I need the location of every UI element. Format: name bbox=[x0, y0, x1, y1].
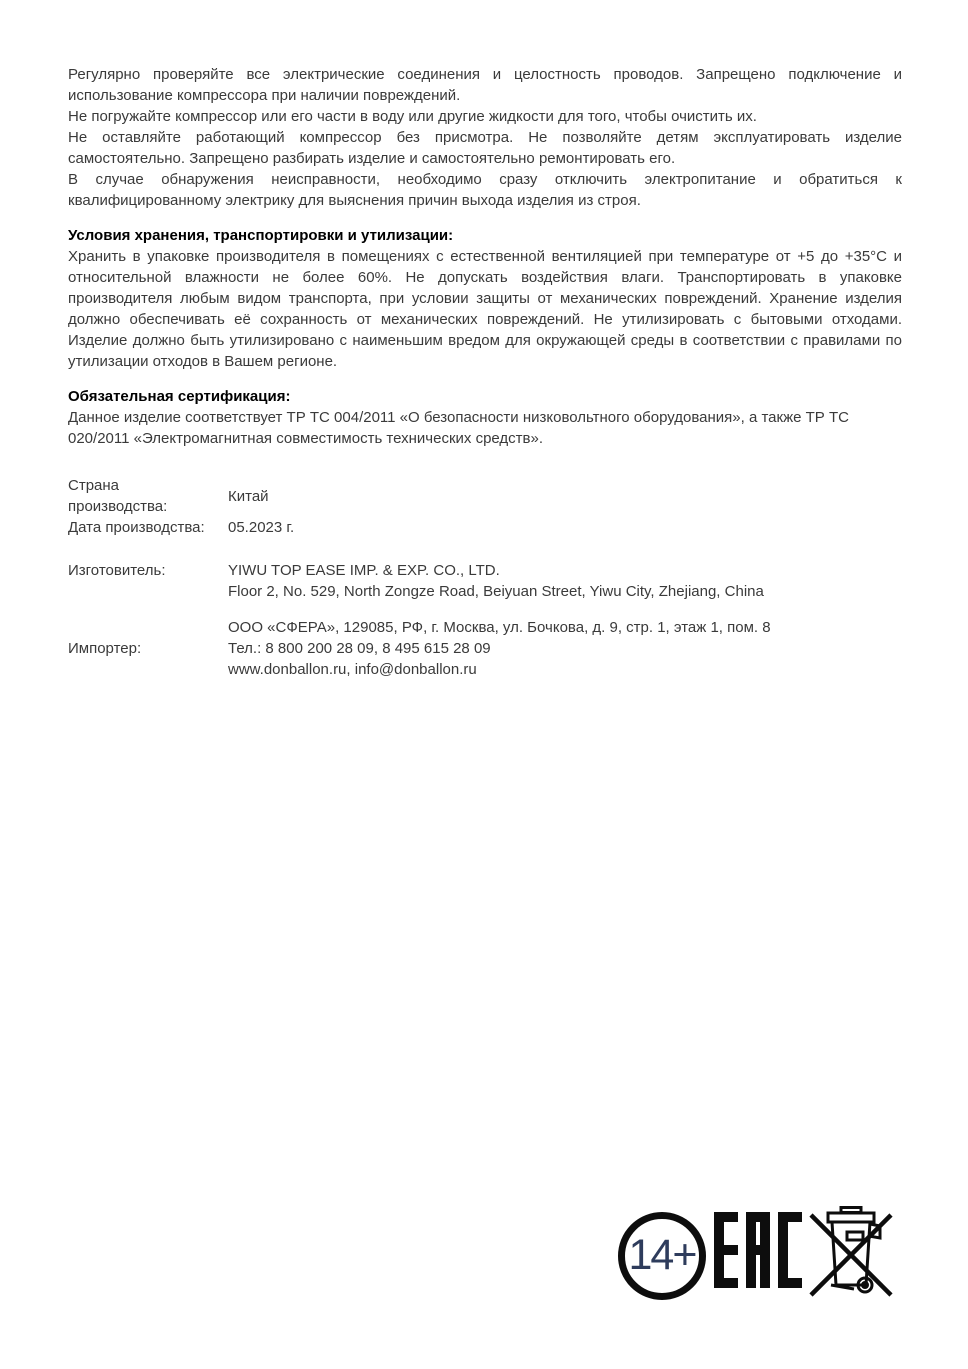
safety-paragraph-3: Не оставляйте работающий компрессор без присмотра. Не позволяйте детям эксплуатировать изделие самостоятельно. Запрещено разбирать изделие и самостоятельно ремонтировать его. bbox=[68, 129, 902, 167]
info-label-manufacturer: Изготовитель: bbox=[68, 562, 166, 579]
weee-bin-icon bbox=[808, 1206, 894, 1298]
storage-section-title: Условия хранения, транспортировки и утилизации: bbox=[68, 227, 454, 244]
info-label-production-date: Дата производства: bbox=[68, 519, 205, 536]
importer-address: ООО «СФЕРА», 129085, РФ, г. Москва, ул. Бочкова, д. 9, стр. 1, этаж 1, пом. 8 bbox=[228, 619, 771, 636]
certification-section bbox=[68, 386, 902, 449]
document-body bbox=[68, 64, 902, 680]
info-value-manufacturer bbox=[228, 560, 902, 602]
storage-section bbox=[68, 225, 902, 372]
info-value-importer bbox=[228, 617, 902, 680]
age-rating-text: 14+ bbox=[628, 1230, 696, 1279]
info-value-production-date: 05.2023 г. bbox=[228, 519, 295, 536]
certification-section-title: Обязательная сертификация: bbox=[68, 388, 291, 405]
safety-paragraph-1: Регулярно проверяйте все электрические соединения и целостность проводов. Запрещено подключение и использование компрессора при наличии повреждений. bbox=[68, 66, 902, 104]
eac-mark-icon bbox=[714, 1212, 802, 1288]
safety-paragraph-4: В случае обнаружения неисправности, необходимо сразу отключить электропитание и обратиться к квалифицированному электрику для выяснения причин выхода изделия из строя. bbox=[68, 171, 902, 209]
certification-section-body: Данное изделие соответствует ТР ТС 004/2011 «О безопасности низковольтного оборудования», а также ТР ТС 020/2011 «Электромагнитная совместимость технических средств». bbox=[68, 409, 849, 447]
manufacturer-address: Floor 2, No. 529, North Zongze Road, Beiyuan Street, Yiwu City, Zhejiang, China bbox=[228, 583, 764, 600]
safety-section bbox=[68, 64, 902, 211]
info-row-production-date bbox=[68, 517, 902, 538]
importer-phones: Тел.: 8 800 200 28 09, 8 495 615 28 09 bbox=[228, 640, 491, 657]
info-label-importer: Импортер: bbox=[68, 640, 142, 657]
storage-section-body: Хранить в упаковке производителя в помещениях с естественной вентиляцией при температуре от +5 до +35°С и относительной влажности не более 60%. Не допускать воздействия влаги. Транспортировать в упаковке производителя любым видом транспорта, при условии защиты от механических повреждений. Хранение изделия должно обеспечивать её сохранность от механических повреждений. Не утилизировать с бытовыми отходами. Изделие должно быть утилизировано с наименьшим вредом для окружающей среды в соответствии с правилами по утилизации отходов в Вашем регионе. bbox=[68, 248, 902, 370]
info-row-manufacturer bbox=[68, 560, 902, 602]
importer-web-email: www.donballon.ru, info@donballon.ru bbox=[228, 661, 477, 678]
info-row-importer bbox=[68, 617, 902, 680]
manufacturer-name: YIWU TOP EASE IMP. & EXP. CO., LTD. bbox=[228, 562, 500, 579]
age-rating-badge bbox=[618, 1212, 706, 1300]
info-row-country bbox=[68, 475, 902, 517]
info-label-country: Страна производства: bbox=[68, 477, 168, 515]
product-info-table bbox=[68, 475, 902, 680]
info-value-country: Китай bbox=[228, 487, 269, 505]
safety-paragraph-2: Не погружайте компрессор или его части в воду или другие жидкости для того, чтобы очистить их. bbox=[68, 108, 757, 125]
